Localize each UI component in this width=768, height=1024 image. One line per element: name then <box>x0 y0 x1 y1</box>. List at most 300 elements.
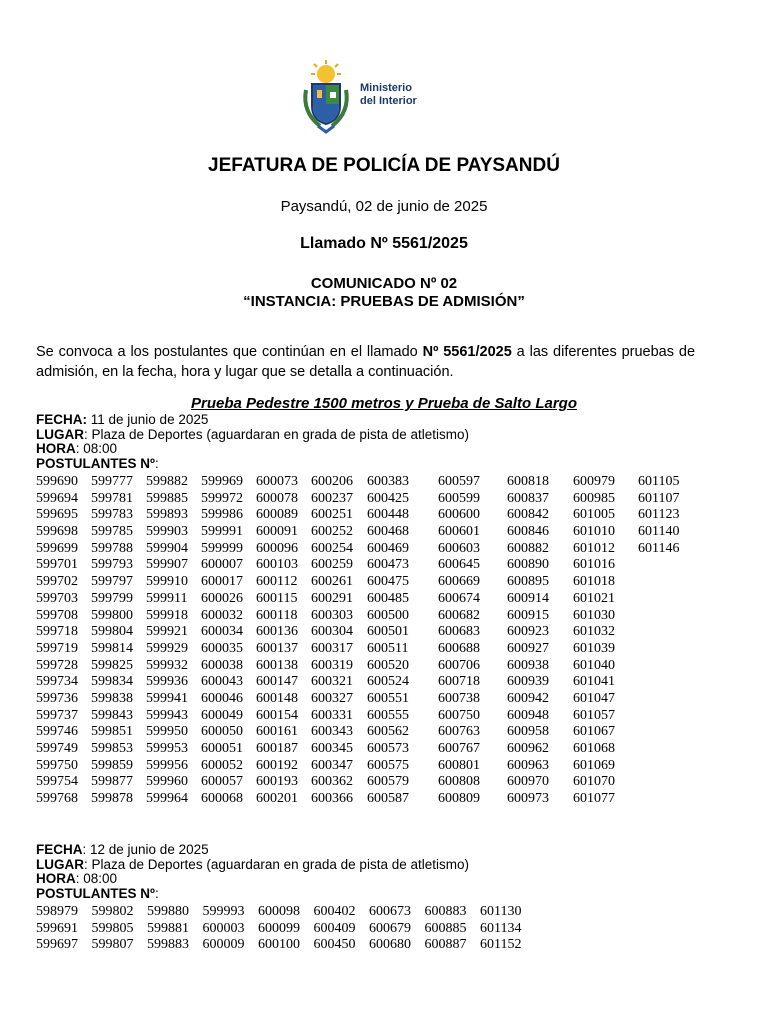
fecha-value: : 12 de junio de 2025 <box>82 842 209 857</box>
postulante-number: 600100 <box>258 937 300 953</box>
postulantes-row <box>36 658 698 675</box>
postulante-number: 600511 <box>367 640 409 656</box>
postulante-number: 599918 <box>146 607 188 623</box>
postulante-number: 600291 <box>311 590 353 606</box>
hora-value: : 08:00 <box>75 871 118 886</box>
postulante-number: 599698 <box>36 524 78 540</box>
ministry-name <box>360 82 417 108</box>
postulantes-row <box>36 557 698 574</box>
postulante-number: 599783 <box>91 507 133 523</box>
postulantes-row <box>36 641 698 658</box>
postulante-number <box>638 658 698 675</box>
session-1-fecha <box>36 413 469 428</box>
llamado-number: Llamado Nº 5561/2025 <box>300 235 468 252</box>
postulantes-row <box>36 724 698 741</box>
postulante-number: 600115 <box>256 590 298 606</box>
postulante-number: 601016 <box>573 557 615 573</box>
postulantes-row <box>36 708 698 725</box>
postulante-number: 599972 <box>201 490 243 506</box>
postulante-number: 600939 <box>507 674 549 690</box>
postulante-number: 599910 <box>146 574 188 590</box>
postulante-number: 599953 <box>146 741 188 756</box>
postulante-number: 599736 <box>36 690 78 706</box>
postulante-number: 600520 <box>367 657 409 673</box>
postulante-number: 601010 <box>573 524 615 540</box>
postulantes-row <box>36 774 698 791</box>
postulante-number: 601069 <box>573 757 615 773</box>
postulante-number: 600970 <box>507 774 549 790</box>
postulante-number: 600304 <box>311 624 353 640</box>
postulantes-row <box>36 574 698 591</box>
postulante-number: 600201 <box>256 791 298 807</box>
postulante-number: 600890 <box>507 557 549 573</box>
postulante-number: 599893 <box>146 507 188 523</box>
document-date: Paysandú, 02 de junio de 2025 <box>280 198 488 215</box>
postulante-number: 599807 <box>91 937 134 953</box>
postulante-number: 600938 <box>507 657 549 673</box>
postulante-number: 599878 <box>91 791 133 807</box>
postulante-number: 600317 <box>311 640 353 656</box>
postulante-number: 600425 <box>367 490 409 506</box>
postulantes-row <box>36 691 698 708</box>
postulante-number: 600562 <box>367 724 409 740</box>
postulante-number: 599911 <box>146 590 188 606</box>
postulante-number: 599853 <box>91 741 133 756</box>
postulante-number: 599694 <box>36 490 78 506</box>
postulante-number: 600887 <box>424 937 467 953</box>
postulante-number: 600091 <box>256 524 298 540</box>
postulante-number: 600475 <box>367 574 409 590</box>
postulante-number: 599734 <box>36 674 78 690</box>
postulante-number: 599793 <box>91 557 133 573</box>
postulante-number: 600343 <box>311 724 353 740</box>
postulante-number: 600331 <box>311 707 353 723</box>
session-2-postulantes-table <box>36 904 536 954</box>
postulante-number: 599877 <box>91 774 133 790</box>
postulante-number: 599708 <box>36 607 78 623</box>
postulante-number: 600818 <box>507 474 549 489</box>
postulante-number: 599690 <box>36 474 78 489</box>
postulante-number: 600469 <box>367 540 409 556</box>
postulante-number: 600112 <box>256 574 298 590</box>
lugar-label: LUGAR <box>36 856 84 872</box>
postulante-number: 599814 <box>91 640 133 656</box>
postulante-number: 600051 <box>201 741 243 756</box>
postulante-number <box>638 624 698 641</box>
intro-llamado-bold: Nº 5561/2025 <box>422 344 512 360</box>
postulante-number: 599697 <box>36 937 78 953</box>
postulante-number: 600915 <box>507 607 549 623</box>
postulantes-row <box>36 507 698 524</box>
postulante-number: 599805 <box>91 920 134 936</box>
postulante-number: 600575 <box>367 757 409 773</box>
postulante-number: 600402 <box>313 904 356 919</box>
postulante-number: 601146 <box>638 540 680 556</box>
postulante-number: 600706 <box>438 657 480 673</box>
document-title: JEFATURA DE POLICÍA DE PAYSANDÚ <box>208 155 560 176</box>
postulante-number: 600842 <box>507 507 549 523</box>
postulante-number: 600303 <box>311 607 353 623</box>
postulante-number: 599929 <box>146 640 188 656</box>
postulante-number <box>638 724 698 741</box>
postulante-number: 600985 <box>573 490 615 506</box>
postulante-number: 599964 <box>146 791 188 807</box>
postulante-number: 599907 <box>146 557 188 573</box>
postulante-number: 600118 <box>256 607 298 623</box>
postulante-number: 600251 <box>311 507 353 523</box>
postulante-number: 600468 <box>367 524 409 540</box>
postulante-number: 600808 <box>438 774 480 790</box>
postulante-number: 600501 <box>367 624 409 640</box>
postulante-number: 599936 <box>146 674 188 690</box>
postulante-number: 599921 <box>146 624 188 640</box>
postulante-number: 600573 <box>367 741 409 756</box>
postulante-number: 601032 <box>573 624 615 640</box>
lugar-value: : Plaza de Deportes (aguardaran en grada de pista de atletismo) <box>84 426 469 442</box>
postulante-number: 601030 <box>573 607 615 623</box>
postulante-number: 600078 <box>256 490 298 506</box>
postulante-number: 601134 <box>480 920 522 936</box>
postulante-number: 599701 <box>36 557 78 573</box>
postulante-number: 600345 <box>311 741 353 756</box>
postulante-number: 600154 <box>256 707 298 723</box>
ministry-name-line1: Ministerio <box>360 82 412 94</box>
postulante-number: 600261 <box>311 574 353 590</box>
postulante-number: 600674 <box>438 590 480 606</box>
postulantes-label: POSTULANTES Nº <box>36 455 155 471</box>
postulante-number: 600192 <box>256 757 298 773</box>
postulantes-row <box>36 904 536 921</box>
postulante-number: 599799 <box>91 590 133 606</box>
lugar-label: LUGAR <box>36 426 84 442</box>
postulante-number: 600923 <box>507 624 549 640</box>
postulante-number: 600347 <box>311 757 353 773</box>
postulante-number: 600473 <box>367 557 409 573</box>
hora-label: HORA <box>36 441 76 456</box>
postulante-number: 599932 <box>146 657 188 673</box>
postulante-number: 600073 <box>256 474 298 489</box>
postulante-number: 600136 <box>256 624 298 640</box>
postulante-number: 600682 <box>438 607 480 623</box>
postulante-number: 600057 <box>201 774 243 790</box>
postulante-number: 601070 <box>573 774 615 790</box>
postulante-number: 600327 <box>311 690 353 706</box>
postulante-number: 599834 <box>91 674 133 690</box>
postulante-number: 601021 <box>573 590 615 606</box>
postulante-number: 600193 <box>256 774 298 790</box>
session-1-lugar <box>36 428 469 443</box>
postulantes-row <box>36 758 698 775</box>
fecha-label: FECHA <box>36 842 83 857</box>
postulante-number: 601140 <box>638 524 680 540</box>
postulante-number: 599802 <box>91 904 134 919</box>
postulante-number: 599737 <box>36 707 78 723</box>
postulante-number: 599728 <box>36 657 78 673</box>
postulante-number: 600738 <box>438 690 480 706</box>
session-1-postulantes-table <box>36 474 698 808</box>
postulante-number: 601123 <box>638 507 680 523</box>
postulante-number: 600680 <box>369 937 411 953</box>
postulante-number: 600161 <box>256 724 298 740</box>
postulantes-row <box>36 541 698 558</box>
postulante-number: 600038 <box>201 657 243 673</box>
postulante-number: 600948 <box>507 707 549 723</box>
postulante-number: 600096 <box>256 540 298 556</box>
postulante-number: 600963 <box>507 757 549 773</box>
postulantes-row <box>36 937 536 954</box>
postulante-number: 601067 <box>573 724 615 740</box>
postulante-number: 600035 <box>201 640 243 656</box>
coat-of-arms-icon <box>296 60 356 140</box>
postulante-number: 600673 <box>369 904 411 919</box>
postulante-number: 601130 <box>480 904 522 919</box>
postulante-number: 600603 <box>438 540 480 556</box>
postulante-number: 599804 <box>91 624 133 640</box>
postulante-number: 600252 <box>311 524 353 540</box>
postulante-number: 599986 <box>201 507 243 523</box>
postulantes-row <box>36 674 698 691</box>
postulante-number: 600103 <box>256 557 298 573</box>
postulante-number: 599956 <box>146 757 188 773</box>
postulante-number: 599777 <box>91 474 133 489</box>
postulante-number: 600148 <box>256 690 298 706</box>
postulante-number: 600050 <box>201 724 243 740</box>
postulante-number: 601040 <box>573 657 615 673</box>
postulante-number: 600032 <box>201 607 243 623</box>
postulantes-row <box>36 608 698 625</box>
postulante-number: 600366 <box>311 791 353 807</box>
postulante-number: 601057 <box>573 707 615 723</box>
postulantes-row <box>36 491 698 508</box>
postulante-number: 600383 <box>367 474 409 489</box>
postulante-number <box>638 708 698 725</box>
postulantes-row <box>36 474 698 491</box>
comunicado-number: COMUNICADO Nº 02 <box>310 275 458 292</box>
postulante-number: 599691 <box>36 920 78 936</box>
postulante-number: 600683 <box>438 624 480 640</box>
postulante-number: 599904 <box>146 540 188 556</box>
postulante-number: 599882 <box>146 474 188 489</box>
postulante-number: 599991 <box>201 524 243 540</box>
postulantes-suffix: : <box>154 885 159 901</box>
postulante-number: 600801 <box>438 757 480 773</box>
postulante-number: 600138 <box>256 657 298 673</box>
postulante-number: 601018 <box>573 574 615 590</box>
postulante-number <box>638 557 698 574</box>
postulante-number: 601068 <box>573 741 615 756</box>
postulantes-suffix: : <box>154 455 159 471</box>
postulante-number: 599825 <box>91 657 133 673</box>
postulante-number: 599750 <box>36 757 78 773</box>
postulante-number: 600688 <box>438 640 480 656</box>
hora-label: HORA <box>36 871 76 886</box>
postulante-number: 600885 <box>424 920 467 936</box>
postulante-number: 601077 <box>573 791 615 807</box>
hora-value: : 08:00 <box>75 441 118 456</box>
ministry-name-line2: del Interior <box>360 95 417 107</box>
postulante-number: 600321 <box>311 674 353 690</box>
postulante-number: 600362 <box>311 774 353 790</box>
postulante-number: 599695 <box>36 507 78 523</box>
postulante-number: 600979 <box>573 474 615 489</box>
postulante-number: 600147 <box>256 674 298 690</box>
postulante-number <box>638 774 698 791</box>
postulante-number: 601005 <box>573 507 615 523</box>
postulante-number: 599993 <box>202 904 245 919</box>
postulante-number: 600043 <box>201 674 243 690</box>
postulante-number: 600942 <box>507 690 549 706</box>
postulante-number: 599785 <box>91 524 133 540</box>
postulante-number <box>638 791 698 808</box>
postulante-number: 599960 <box>146 774 188 790</box>
postulante-number: 600319 <box>311 657 353 673</box>
postulante-number: 599703 <box>36 590 78 606</box>
postulante-number: 600927 <box>507 640 549 656</box>
postulante-number: 600882 <box>507 540 549 556</box>
postulante-number <box>638 691 698 708</box>
postulante-number: 600555 <box>367 707 409 723</box>
postulante-number <box>638 674 698 691</box>
postulante-number <box>638 608 698 625</box>
postulante-number: 601105 <box>638 474 680 489</box>
postulante-number: 600597 <box>438 474 480 489</box>
postulante-number: 599941 <box>146 690 188 706</box>
fecha-value: 11 de junio de 2025 <box>87 412 209 427</box>
postulante-number: 600254 <box>311 540 353 556</box>
postulante-number: 599950 <box>146 724 188 740</box>
postulante-number: 600846 <box>507 524 549 540</box>
postulante-number: 600099 <box>258 920 300 936</box>
postulante-number: 600089 <box>256 507 298 523</box>
session-2-info <box>36 843 469 901</box>
ministry-logo <box>296 60 446 140</box>
postulante-number: 600837 <box>507 490 549 506</box>
postulante-number: 599718 <box>36 624 78 640</box>
postulante-number: 600068 <box>201 791 243 807</box>
postulante-number: 600551 <box>367 690 409 706</box>
postulante-number: 600187 <box>256 741 298 756</box>
postulante-number <box>638 591 698 608</box>
postulantes-row <box>36 524 698 541</box>
test-heading: Prueba Pedestre 1500 metros y Prueba de Salto Largo <box>191 395 577 412</box>
postulante-number: 599943 <box>146 707 188 723</box>
postulante-number: 599746 <box>36 724 78 740</box>
postulante-number <box>638 641 698 658</box>
postulante-number: 599699 <box>36 540 78 556</box>
postulante-number: 600883 <box>424 904 467 919</box>
fecha-label: FECHA: <box>36 412 87 427</box>
postulante-number: 600524 <box>367 674 409 690</box>
postulante-number: 600237 <box>311 490 353 506</box>
postulante-number: 600669 <box>438 574 480 590</box>
instancia-title: “INSTANCIA: PRUEBAS DE ADMISIÓN” <box>243 293 525 310</box>
postulante-number: 599883 <box>147 937 189 953</box>
postulantes-row <box>36 741 698 758</box>
postulante-number: 600579 <box>367 774 409 790</box>
postulante-number: 599999 <box>201 540 243 556</box>
postulante-number: 600009 <box>202 937 245 953</box>
session-2-lugar <box>36 858 469 873</box>
postulante-number: 600017 <box>201 574 243 590</box>
postulante-number: 600007 <box>201 557 243 573</box>
postulante-number: 600973 <box>507 791 549 807</box>
postulante-number: 601152 <box>480 937 522 953</box>
postulante-number: 600587 <box>367 791 409 807</box>
postulantes-row <box>36 591 698 608</box>
postulante-number: 600485 <box>367 590 409 606</box>
postulante-number: 599843 <box>91 707 133 723</box>
postulante-number: 599749 <box>36 741 78 756</box>
postulante-number: 599881 <box>147 920 189 936</box>
postulantes-label: POSTULANTES Nº <box>36 885 155 901</box>
postulante-number <box>638 574 698 591</box>
postulante-number: 600750 <box>438 707 480 723</box>
postulante-number: 600895 <box>507 574 549 590</box>
postulante-number: 599781 <box>91 490 133 506</box>
postulante-number: 600599 <box>438 490 480 506</box>
postulante-number: 600767 <box>438 741 480 756</box>
postulante-number: 599969 <box>201 474 243 489</box>
postulante-number: 599754 <box>36 774 78 790</box>
postulante-number: 599768 <box>36 791 78 807</box>
postulante-number: 599719 <box>36 640 78 656</box>
postulante-number: 599859 <box>91 757 133 773</box>
postulante-number: 599885 <box>146 490 188 506</box>
intro-paragraph <box>36 342 695 382</box>
postulante-number: 601047 <box>573 690 615 706</box>
postulante-number: 599851 <box>91 724 133 740</box>
postulante-number: 600679 <box>369 920 411 936</box>
postulante-number: 600052 <box>201 757 243 773</box>
postulante-number: 599903 <box>146 524 188 540</box>
postulante-number: 600206 <box>311 474 353 489</box>
postulante-number: 599800 <box>91 607 133 623</box>
postulante-number: 600137 <box>256 640 298 656</box>
postulantes-row <box>36 921 536 938</box>
postulante-number <box>638 758 698 775</box>
postulante-number: 601039 <box>573 640 615 656</box>
postulante-number: 599788 <box>91 540 133 556</box>
postulante-number: 600914 <box>507 590 549 606</box>
postulante-number: 599797 <box>91 574 133 590</box>
postulante-number: 600958 <box>507 724 549 740</box>
session-1-info <box>36 413 469 471</box>
postulante-number: 600026 <box>201 590 243 606</box>
postulante-number: 600809 <box>438 791 480 807</box>
postulante-number: 600259 <box>311 557 353 573</box>
postulante-number: 600034 <box>201 624 243 640</box>
postulantes-row <box>36 791 698 808</box>
postulante-number: 601107 <box>638 490 680 506</box>
intro-text-1: Se convoca a los postulantes que continúan en el llamado <box>36 344 423 360</box>
postulante-number: 600763 <box>438 724 480 740</box>
postulante-number <box>638 741 698 758</box>
postulante-number: 598979 <box>36 904 78 919</box>
postulante-number: 599838 <box>91 690 133 706</box>
postulante-number: 600500 <box>367 607 409 623</box>
postulante-number: 601041 <box>573 674 615 690</box>
postulante-number: 600046 <box>201 690 243 706</box>
postulante-number: 601012 <box>573 540 615 556</box>
postulante-number: 600962 <box>507 741 549 756</box>
postulante-number: 600718 <box>438 674 480 690</box>
postulante-number: 600049 <box>201 707 243 723</box>
postulante-number: 599702 <box>36 574 78 590</box>
session-2-hora <box>36 872 469 887</box>
postulante-number: 599880 <box>147 904 189 919</box>
session-2-fecha <box>36 843 469 858</box>
intro-text-2: a las diferentes pruebas de admisión, en la fecha, hora y lugar que se detalla a continuación. <box>36 344 696 380</box>
